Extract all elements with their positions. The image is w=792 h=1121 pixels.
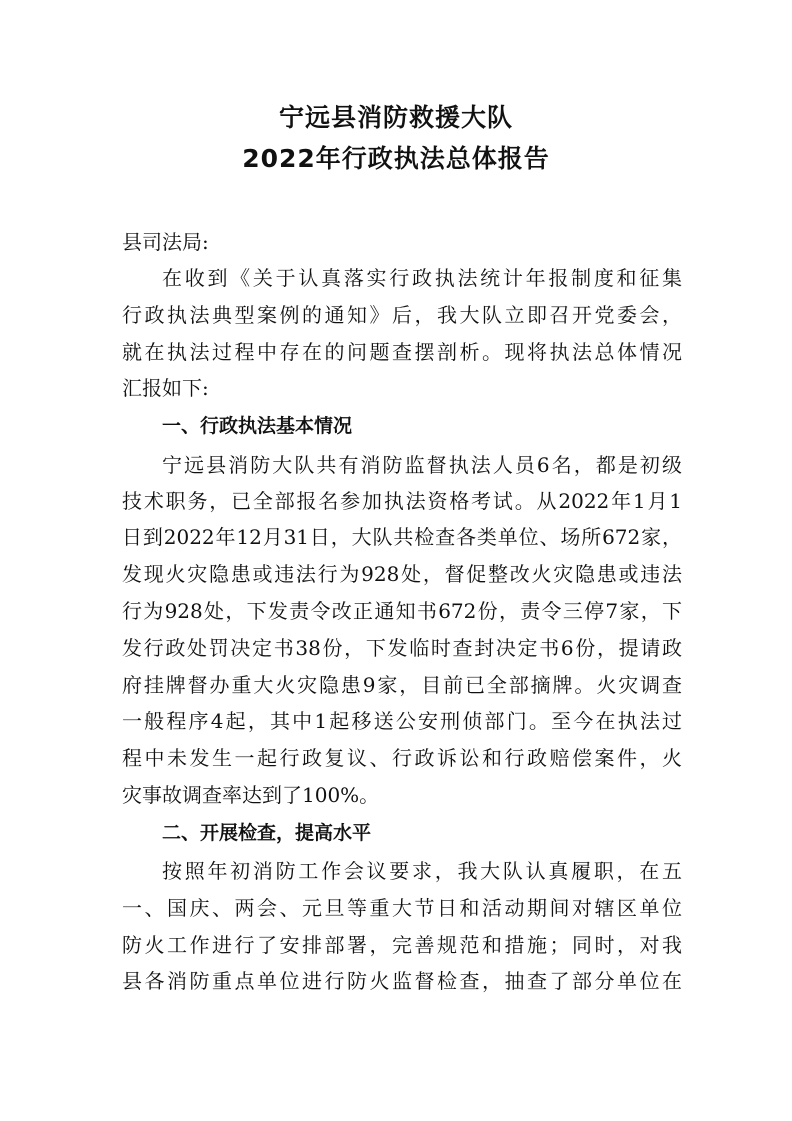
paragraph-3-line: 县各消防重点单位进行防火监督检查，抽查了部分单位在 — [122, 969, 682, 993]
section-1-heading: 一、行政执法基本情况 — [162, 415, 353, 437]
paragraph-2-line: 日到2022年12月31日，大队共检查各类单位、场所672家， — [122, 525, 682, 549]
paragraph-2-line: 府挂牌督办重大火灾隐患9家，目前已全部摘牌。火灾调查 — [122, 673, 682, 697]
paragraph-1-line: 在收到《关于认真落实行政执法统计年报制度和征集 — [162, 266, 682, 290]
salutation: 县司法局: — [122, 230, 209, 254]
paragraph-2-line: 发行政处罚决定书38份，下发临时查封决定书6份，提请政 — [122, 636, 682, 660]
paragraph-2-line: 宁远县消防大队共有消防监督执法人员6名，都是初级 — [162, 453, 682, 477]
paragraph-1-line: 行政执法典型案例的通知》后，我大队立即召开党委会， — [122, 303, 682, 327]
paragraph-3-line: 按照年初消防工作会议要求，我大队认真履职，在五 — [162, 859, 682, 883]
paragraph-2-line: 程中未发生一起行政复议、行政诉讼和行政赔偿案件，火 — [122, 746, 682, 770]
paragraph-3-line: 防火工作进行了安排部署，完善规范和措施；同时，对我 — [122, 933, 682, 957]
document-title-line-2: 2022年行政执法总体报告 — [242, 144, 550, 173]
section-2-heading: 二、开展检查，提高水平 — [162, 822, 372, 844]
document-title-line-1: 宁远县消防救援大队 — [278, 103, 513, 132]
paragraph-3-line: 一、国庆、两会、元旦等重大节日和活动期间对辖区单位 — [122, 896, 682, 920]
paragraph-2-line: 行为928处，下发责令改正通知书672份，责令三停7家，下 — [122, 599, 682, 623]
paragraph-2-line: 技术职务，已全部报名参加执法资格考试。从2022年1月1 — [122, 489, 682, 513]
paragraph-2-line: 一般程序4起，其中1起移送公安刑侦部门。至今在执法过 — [122, 709, 682, 733]
paragraph-1-line: 就在执法过程中存在的问题查摆剖析。现将执法总体情况 — [122, 340, 682, 364]
paragraph-1-line: 汇报如下: — [122, 376, 209, 400]
paragraph-2-line: 灾事故调查率达到了100%。 — [122, 783, 380, 807]
paragraph-2-line: 发现火灾隐患或违法行为928处，督促整改火灾隐患或违法 — [122, 562, 682, 586]
